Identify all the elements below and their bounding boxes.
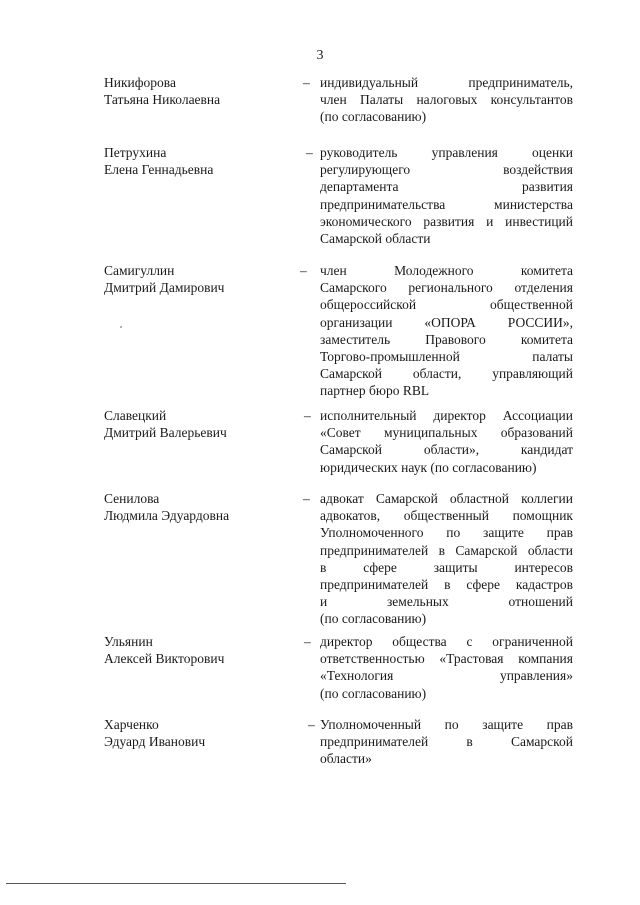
member-name (104, 74, 294, 108)
scan-speck (120, 326, 122, 328)
description-line: Самарской области», кандидат (320, 442, 573, 458)
description-line: юридических наук (по согласованию) (320, 459, 537, 475)
member-given-name: Людмила Эдуардовна (104, 508, 230, 524)
member-given-name: Елена Геннадьевна (104, 162, 214, 178)
member-surname: Петрухина (104, 145, 167, 160)
dash-separator: – (303, 491, 310, 506)
member-description (320, 716, 573, 768)
description-line: предпринимательства министерства (320, 196, 573, 212)
member-name (104, 716, 294, 750)
description-line: индивидуальный предприниматель, (320, 75, 573, 90)
description-line: департамента развития (320, 179, 573, 195)
description-line: руководитель управления оценки (320, 145, 573, 160)
dash-separator: – (303, 75, 310, 90)
member-surname: Самигуллин (104, 263, 175, 278)
description-line: партнер бюро RBL (320, 383, 430, 399)
description-line: «Совет муниципальных образований (320, 425, 573, 441)
description-line: директор общества с ограниченной (320, 634, 573, 649)
page-number: 3 (316, 48, 324, 63)
member-name (104, 633, 294, 667)
description-line: предпринимателей в сфере кадастров (320, 577, 573, 593)
member-description (320, 490, 573, 628)
footer-rule (6, 883, 346, 884)
dash-separator: – (306, 145, 313, 160)
description-line: в сфере защиты интересов (320, 559, 573, 575)
description-line: «Технология управления» (320, 668, 573, 684)
member-name (104, 262, 294, 296)
description-line: Самарской области, управляющий (320, 366, 573, 382)
dash-separator: – (308, 717, 315, 732)
dash-separator: – (304, 408, 311, 423)
member-given-name: Алексей Викторович (104, 651, 225, 667)
description-line: Торгово-промышленной палаты (320, 349, 573, 365)
description-line: ответственностью «Трастовая компания (320, 651, 573, 667)
description-line: общероссийской общественной (320, 297, 573, 313)
member-surname: Никифорова (104, 75, 176, 90)
description-line: организации «ОПОРА РОССИИ», (320, 314, 573, 330)
description-line: Уполномоченного по защите прав (320, 525, 573, 541)
member-description (320, 633, 573, 702)
member-given-name: Дмитрий Дамирович (104, 280, 225, 296)
member-surname: Славецкий (104, 408, 167, 423)
member-name (104, 407, 294, 441)
member-name (104, 144, 294, 178)
description-line: регулирующего воздействия (320, 162, 573, 178)
member-description (320, 144, 573, 247)
description-line: исполнительный директор Ассоциации (320, 408, 573, 423)
member-given-name: Дмитрий Валерьевич (104, 425, 227, 441)
description-line: и земельных отношений (320, 594, 573, 610)
member-surname: Ульянин (104, 634, 153, 649)
description-line: член Палаты налоговых консультантов (320, 92, 573, 108)
description-line: Самарского регионального отделения (320, 280, 573, 296)
member-given-name: Эдуард Иванович (104, 734, 206, 750)
description-line: предпринимателей в Самарской области (320, 542, 573, 558)
description-line: (по согласованию) (320, 109, 427, 125)
dash-separator: – (304, 634, 311, 649)
description-line: член Молодежного комитета (320, 263, 573, 278)
member-description (320, 407, 573, 476)
description-line: заместитель Правового комитета (320, 331, 573, 347)
dash-separator: – (300, 263, 307, 278)
member-given-name: Татьяна Николаевна (104, 92, 221, 108)
description-line: предпринимателей в Самарской (320, 734, 573, 750)
description-line: области» (320, 751, 372, 767)
description-line: (по согласованию) (320, 611, 427, 627)
description-line: Уполномоченный по защите прав (320, 717, 573, 732)
member-name (104, 490, 294, 524)
description-line: адвокат Самарской областной коллегии (320, 491, 573, 506)
member-surname: Харченко (104, 717, 159, 732)
member-description (320, 74, 573, 126)
description-line: (по согласованию) (320, 685, 427, 701)
member-description (320, 262, 573, 400)
description-line: экономического развития и инвестиций (320, 213, 573, 229)
description-line: адвокатов, общественный помощник (320, 508, 573, 524)
member-surname: Сенилова (104, 491, 160, 506)
description-line: Самарской области (320, 231, 431, 247)
